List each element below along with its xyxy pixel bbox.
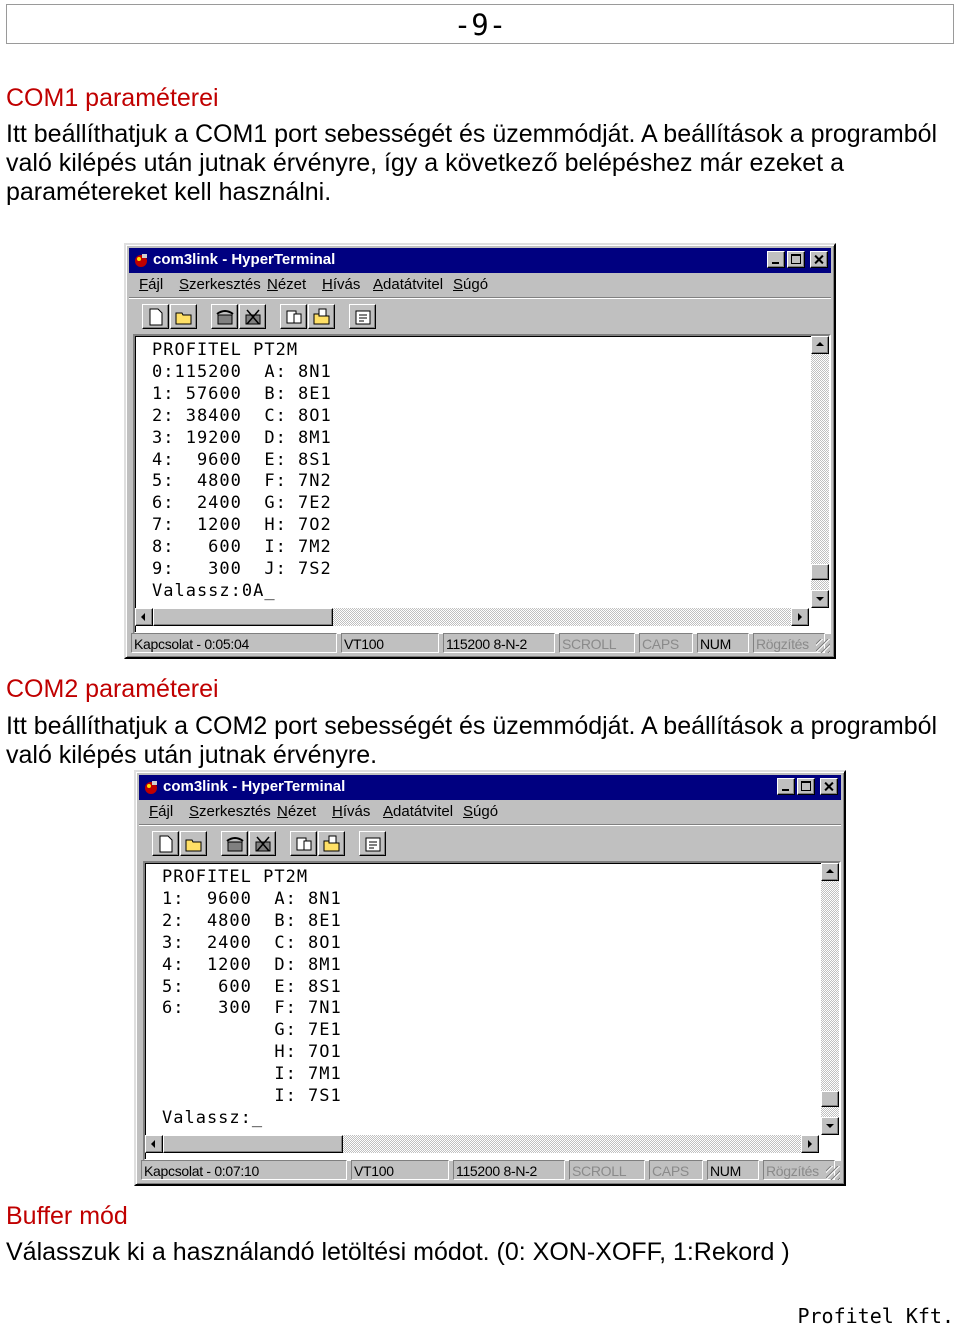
disconnect-icon[interactable] xyxy=(239,304,266,329)
send-icon[interactable] xyxy=(280,304,307,329)
terminal-line: H: 7O1 xyxy=(162,1042,342,1063)
toolbar xyxy=(139,824,841,861)
terminal-line: 1: 9600 A: 8N1 xyxy=(162,888,342,909)
status-num: NUM xyxy=(707,1160,759,1180)
vertical-scrollbar[interactable] xyxy=(811,336,829,608)
terminal-prompt: Valassz:_ xyxy=(162,1107,264,1128)
status-settings: 115200 8-N-2 xyxy=(443,633,555,653)
menu-call[interactable]: Hívás xyxy=(332,803,371,820)
disconnect-icon[interactable] xyxy=(249,831,276,856)
terminal-line: 4: 1200 D: 8M1 xyxy=(162,954,342,975)
terminal-line: 6: 2400 G: 7E2 xyxy=(152,493,332,514)
terminal-line: I: 7S1 xyxy=(162,1086,342,1107)
menu-view[interactable]: Nézet xyxy=(277,803,317,820)
scroll-right-button[interactable] xyxy=(801,1135,819,1153)
arrow-up-icon xyxy=(826,869,834,873)
section-heading-buffer: Buffer mód xyxy=(6,1202,128,1230)
arrow-right-icon xyxy=(808,1140,812,1148)
hyperterminal-app-icon xyxy=(143,779,159,795)
resize-grip[interactable] xyxy=(816,639,830,653)
arrow-left-icon xyxy=(141,613,145,621)
page-footer: Profitel Kft. xyxy=(797,1304,954,1328)
status-emulation: VT100 xyxy=(351,1160,449,1180)
terminal-line: 5: 4800 F: 7N2 xyxy=(152,471,332,492)
terminal-line: 2: 38400 C: 8O1 xyxy=(152,405,332,426)
menu-bar xyxy=(129,274,831,296)
terminal-line: 6: 300 F: 7N1 xyxy=(162,998,342,1019)
status-caps: CAPS xyxy=(649,1160,703,1180)
menu-help[interactable]: Súgó xyxy=(453,276,489,293)
title-bar[interactable] xyxy=(129,248,831,273)
terminal-line: G: 7E1 xyxy=(162,1020,342,1041)
section-text-com1: Itt beállíthatjuk a COM1 port sebességét és üzemmódját. A beállítások a programból való kilépés után jutnak érvényre, így a következő belépéshez már ezeket a paramétereket kell használni. xyxy=(6,120,938,206)
new-icon[interactable] xyxy=(152,831,179,856)
terminal-line: 5: 600 E: 8S1 xyxy=(162,976,342,997)
status-connection: Kapcsolat - 0:07:10 xyxy=(141,1160,347,1180)
new-icon[interactable] xyxy=(142,304,169,329)
menu-transfer[interactable]: Adatátvitel xyxy=(383,803,454,820)
minimize-button[interactable] xyxy=(777,778,795,795)
hyperterminal-app-icon xyxy=(133,252,149,268)
status-caps: CAPS xyxy=(639,633,693,653)
call-icon[interactable] xyxy=(221,831,248,856)
vertical-scrollbar[interactable] xyxy=(821,863,839,1135)
terminal-prompt: Valassz:0A_ xyxy=(152,580,276,601)
menu-bar xyxy=(139,801,841,823)
call-icon[interactable] xyxy=(211,304,238,329)
horizontal-scroll-thumb[interactable] xyxy=(153,608,333,626)
section-heading-com2: COM2 paraméterei xyxy=(6,675,219,703)
hyperterminal-window-com2 xyxy=(134,770,846,1186)
status-bar xyxy=(129,632,831,654)
properties-icon[interactable] xyxy=(349,304,376,329)
menu-transfer[interactable]: Adatátvitel xyxy=(373,276,444,293)
arrow-left-icon xyxy=(151,1140,155,1148)
terminal-line: I: 7M1 xyxy=(162,1064,342,1085)
scroll-left-button[interactable] xyxy=(145,1135,163,1153)
status-num: NUM xyxy=(697,633,749,653)
terminal-line: 2: 4800 B: 8E1 xyxy=(162,910,342,931)
status-emulation: VT100 xyxy=(341,633,439,653)
window-title: com3link - HyperTerminal xyxy=(163,778,346,795)
section-heading-com1: COM1 paraméterei xyxy=(6,84,219,112)
menu-help[interactable]: Súgó xyxy=(463,803,499,820)
horizontal-scroll-thumb[interactable] xyxy=(163,1135,343,1153)
arrow-right-icon xyxy=(798,613,802,621)
page-header xyxy=(6,4,954,44)
arrow-down-icon xyxy=(826,1124,834,1128)
toolbar xyxy=(129,297,831,334)
menu-call[interactable]: Hívás xyxy=(322,276,361,293)
terminal-line: 9: 300 J: 7S2 xyxy=(152,559,332,580)
terminal-area[interactable] xyxy=(143,861,841,1161)
open-icon[interactable] xyxy=(180,831,207,856)
minimize-button[interactable] xyxy=(767,251,785,268)
maximize-button[interactable] xyxy=(787,251,805,268)
terminal-line: PROFITEL PT2M xyxy=(152,340,299,360)
title-bar[interactable] xyxy=(139,775,841,800)
terminal-output xyxy=(152,340,332,603)
status-capture: Rögzítés xyxy=(753,633,825,653)
terminal-area[interactable] xyxy=(133,334,831,634)
menu-edit[interactable]: Szerkesztés xyxy=(189,803,271,820)
receive-icon[interactable] xyxy=(318,831,345,856)
resize-grip[interactable] xyxy=(826,1166,840,1180)
menu-file[interactable]: Fájl xyxy=(149,803,174,820)
maximize-button[interactable] xyxy=(797,778,815,795)
menu-file[interactable]: Fájl xyxy=(139,276,164,293)
receive-icon[interactable] xyxy=(308,304,335,329)
close-button[interactable] xyxy=(820,778,838,795)
send-icon[interactable] xyxy=(290,831,317,856)
close-button[interactable] xyxy=(810,251,828,268)
terminal-output xyxy=(162,867,342,1130)
scroll-right-button[interactable] xyxy=(791,608,809,626)
scroll-down-button[interactable] xyxy=(811,590,829,608)
terminal-line: 7: 1200 H: 7O2 xyxy=(152,515,332,536)
scroll-down-button[interactable] xyxy=(821,1117,839,1135)
section-text-buffer: Válasszuk ki a használandó letöltési módot. (0: XON-XOFF, 1:Rekord ) xyxy=(6,1238,790,1266)
terminal-line: 1: 57600 B: 8E1 xyxy=(152,383,332,404)
status-scroll: SCROLL xyxy=(559,633,635,653)
menu-edit[interactable]: Szerkesztés xyxy=(179,276,261,293)
scroll-left-button[interactable] xyxy=(135,608,153,626)
horizontal-scrollbar[interactable] xyxy=(145,1135,819,1153)
arrow-down-icon xyxy=(816,597,824,601)
scroll-up-button[interactable] xyxy=(811,336,829,354)
horizontal-scrollbar[interactable] xyxy=(135,608,809,626)
properties-icon[interactable] xyxy=(359,831,386,856)
status-bar xyxy=(139,1159,841,1181)
status-settings: 115200 8-N-2 xyxy=(453,1160,565,1180)
status-capture: Rögzítés xyxy=(763,1160,835,1180)
terminal-line: 3: 2400 C: 8O1 xyxy=(162,932,342,953)
status-connection: Kapcsolat - 0:05:04 xyxy=(131,633,337,653)
terminal-line: 8: 600 I: 7M2 xyxy=(152,537,332,558)
terminal-line: 4: 9600 E: 8S1 xyxy=(152,449,332,470)
status-scroll: SCROLL xyxy=(569,1160,645,1180)
arrow-up-icon xyxy=(816,342,824,346)
vertical-scroll-thumb[interactable] xyxy=(821,1091,839,1107)
page-number: -9- xyxy=(453,8,507,42)
menu-view[interactable]: Nézet xyxy=(267,276,307,293)
section-text-com2: Itt beállíthatjuk a COM2 port sebességét és üzemmódját. A beállítások a programból való kilépés után jutnak érvényre. xyxy=(6,712,938,769)
vertical-scroll-thumb[interactable] xyxy=(811,564,829,580)
window-title: com3link - HyperTerminal xyxy=(153,251,336,268)
terminal-line: 0:115200 A: 8N1 xyxy=(152,361,332,382)
terminal-line: PROFITEL PT2M xyxy=(162,867,309,887)
open-icon[interactable] xyxy=(170,304,197,329)
terminal-line: 3: 19200 D: 8M1 xyxy=(152,427,332,448)
scroll-up-button[interactable] xyxy=(821,863,839,881)
hyperterminal-window-com1 xyxy=(124,243,836,659)
